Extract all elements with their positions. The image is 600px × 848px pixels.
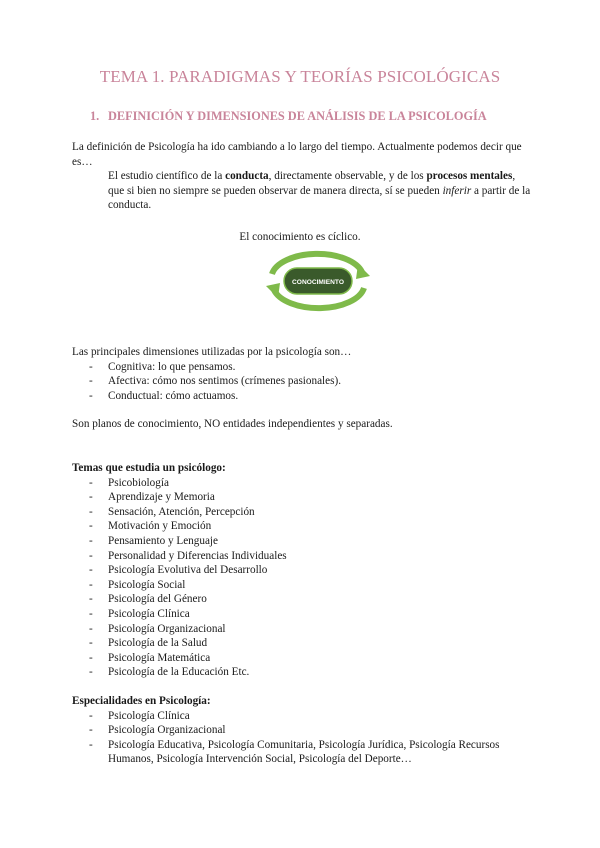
section-heading — [90, 109, 487, 124]
document-title: TEMA 1. PARADIGMAS Y TEORÍAS PSICOLÓGICAS — [99, 67, 501, 86]
dimensions-note: Son planos de conocimiento, NO entidades independientes y separadas. — [72, 418, 393, 430]
list-item: - Motivación y Emoción — [72, 519, 532, 534]
definition-text — [72, 169, 532, 213]
section-heading-text: DEFINICIÓN Y DIMENSIONES DE ANÁLISIS DE LA PSICOLOGÍA — [108, 109, 487, 123]
topics-list — [72, 476, 532, 680]
list-item: - Psicología Organizacional — [72, 723, 512, 738]
section-number: 1. — [90, 109, 100, 123]
list-item: - Psicología Social — [72, 578, 532, 593]
definition-part-3: , que si bien no siempre se pueden observar de manera directa, sí se pueden — [108, 170, 516, 197]
list-item: - Sensación, Atención, Percepción — [72, 505, 532, 520]
specialties-list — [72, 709, 512, 767]
dimensions-intro: Las principales dimensiones utilizadas por la psicología son… — [72, 346, 352, 358]
knowledge-cycle-diagram — [262, 250, 374, 312]
list-item: - Psicología de la Salud — [72, 636, 532, 651]
dimensions-section — [72, 345, 532, 403]
list-item: - Psicología Clínica — [72, 607, 532, 622]
list-item: - Conductual: cómo actuamos. — [72, 389, 532, 404]
intro-text: La definición de Psicología ha ido cambiando a lo largo del tiempo. Actualmente podemos decir que es… — [72, 141, 522, 168]
definition-bold-procesos: procesos mentales — [426, 170, 513, 183]
specialties-heading: Especialidades en Psicología: — [72, 695, 211, 707]
list-item: - Aprendizaje y Memoria — [72, 490, 532, 505]
definition-part-1: El estudio científico de la — [108, 170, 226, 183]
specialties-section — [72, 694, 512, 767]
list-item: - Cognitiva: lo que pensamos. — [72, 360, 532, 375]
list-item: - Psicología del Género — [72, 592, 532, 607]
definition-bold-conducta: conducta — [225, 170, 269, 183]
list-item: - Psicología Matemática — [72, 651, 532, 666]
list-item: - Psicobiología — [72, 476, 532, 491]
topics-section — [72, 461, 532, 680]
list-item: - Personalidad y Diferencias Individuales — [72, 549, 532, 564]
list-item: - Psicología Organizacional — [72, 622, 532, 637]
list-item: - Afectiva: cómo nos sentimos (crímenes pasionales). — [72, 374, 532, 389]
list-item: - Psicología Clínica — [72, 709, 512, 724]
topics-heading: Temas que estudia un psicólogo: — [72, 462, 226, 474]
intro-paragraph — [72, 140, 532, 213]
list-item: - Pensamiento y Lenguaje — [72, 534, 532, 549]
definition-italic-inferir: inferir — [442, 184, 472, 197]
list-item: - Psicología Evolutiva del Desarrollo — [72, 563, 532, 578]
definition-part-4: a partir de la conducta. — [108, 184, 531, 212]
diagram-label: CONOCIMIENTO — [292, 279, 344, 286]
list-item: - Psicología de la Educación Etc. — [72, 665, 532, 680]
list-item: - Psicología Educativa, Psicología Comunitaria, Psicología Jurídica, Psicología Recursos Humanos, Psicología Intervención Social, Psicología del Deporte… — [72, 738, 512, 767]
definition-part-2: , directamente observable, y de los — [268, 170, 427, 183]
dimensions-list — [72, 360, 532, 404]
cycle-text: El conocimiento es cíclico. — [239, 231, 361, 243]
